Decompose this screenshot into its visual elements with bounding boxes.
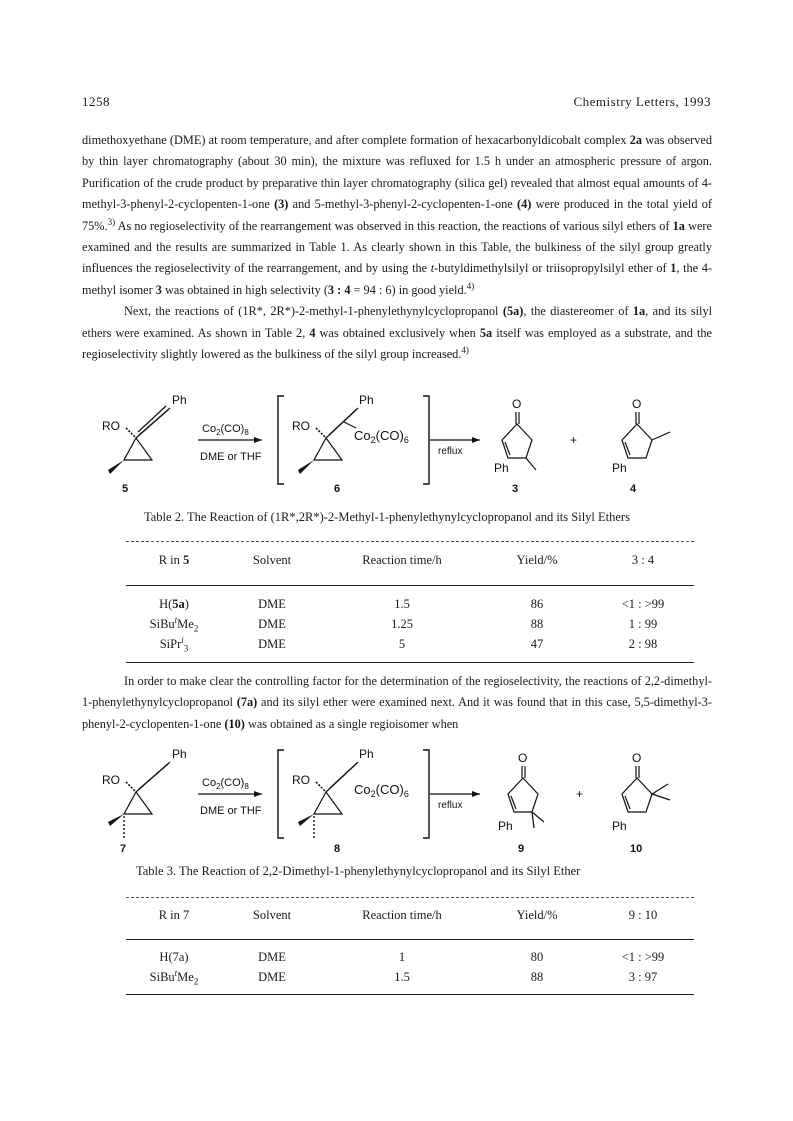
o-label-3: O — [512, 397, 522, 411]
cell-ratio: 3 : 97 — [628, 969, 658, 984]
reflux-2: reflux — [438, 800, 463, 811]
label-8: 8 — [334, 843, 341, 855]
header-ratio: 3 : 4 — [631, 552, 655, 567]
table-3-top-rule — [126, 897, 694, 898]
conditions-1: DME or THF — [200, 451, 262, 463]
p1-text-8: , the 4-methyl isomer — [82, 261, 712, 297]
table-3-header-row — [126, 905, 694, 925]
compound-ref-5a: (5a) — [502, 304, 524, 319]
product-9-structure — [498, 751, 544, 855]
cell-time: 1.25 — [391, 616, 413, 631]
reflux-1: reflux — [438, 446, 463, 457]
co2co6-label-1: $Co_2(CO)_6$ — [354, 428, 409, 445]
reaction-scheme-2 — [82, 742, 712, 858]
table-2-caption: Table 2. The Reaction of (1R*,2R*)-2-Methyl-1-phenylethynylcyclopropanol and its Silyl Ethers — [144, 510, 630, 524]
header-solvent: Solvent — [252, 907, 292, 922]
cell-r: $SiBu^tMe_2$ — [149, 967, 199, 986]
cell-yield: 88 — [530, 616, 544, 631]
p1-text-3: and 5-methyl-3-phenyl-2-cyclopenten-1-one — [288, 197, 517, 212]
table-2 — [126, 550, 694, 654]
header-r: R in 5 — [158, 552, 190, 567]
ro-label-5: RO — [102, 419, 120, 433]
table-row — [126, 594, 694, 614]
label-9: 9 — [518, 843, 525, 855]
arrow-1 — [198, 423, 262, 463]
compound-5-structure — [102, 393, 187, 495]
p3-text-c: was obtained as a single regioisomer when — [244, 716, 459, 731]
cell-r: $SiBu^tMe_2$ — [149, 614, 199, 633]
cell-solvent: DME — [258, 596, 286, 611]
header-time: Reaction time/h — [362, 552, 442, 567]
body-paragraphs — [82, 130, 712, 365]
p2-text-e: itself was employed as a substrate, and the regioselectivity slightly lowered as the bulkiness of the silyl group increased. — [82, 325, 712, 362]
header-ratio: 9 : 10 — [628, 907, 658, 922]
header-r: R in 7 — [158, 907, 190, 922]
ro-label-6: RO — [292, 419, 310, 433]
scheme-1-drawing — [82, 388, 712, 500]
paragraph-3 — [82, 671, 712, 735]
cell-time: 1.5 — [394, 596, 410, 611]
arrow-4 — [430, 791, 480, 811]
table-3-mid-rule — [126, 939, 694, 940]
paragraph-1 — [82, 130, 712, 301]
header-yield: Yield/% — [516, 907, 558, 922]
cell-time: 1.5 — [394, 969, 410, 984]
compound-7-structure — [102, 747, 187, 855]
table-2-header-row — [126, 550, 694, 570]
cell-r: H(7a) — [159, 949, 189, 964]
reference-4-2: 4) — [461, 344, 469, 355]
header-time: Reaction time/h — [362, 907, 442, 922]
p1-text-9: was obtained in high selectivity ( — [161, 282, 328, 297]
ph-label-10: Ph — [612, 819, 627, 833]
ro-label-8: RO — [292, 773, 310, 787]
cell-ratio: <1 : >99 — [621, 596, 665, 611]
header-yield: Yield/% — [516, 552, 558, 567]
reference-4: 4) — [466, 280, 475, 291]
cell-yield: 86 — [530, 596, 544, 611]
reagent-co2co8-2: $Co_2(CO)_8$ — [202, 777, 249, 791]
cell-ratio: <1 : >99 — [621, 949, 665, 964]
journal-header: Chemistry Letters, 1993 — [573, 94, 711, 109]
compound-ref-4-2: 4 — [309, 325, 316, 340]
label-10: 10 — [630, 843, 643, 855]
p1-text-6: were examined and the results are summarized in Table 1. As clearly shown in this Table, the bulkiness of the silyl group greatly influences the regioselectivity of the rearrangement, and by using the — [82, 218, 712, 276]
cell-ratio: 2 : 98 — [628, 636, 658, 651]
reaction-scheme-1 — [82, 388, 712, 500]
table-row — [126, 967, 694, 987]
compound-ref-2a: 2a — [629, 133, 643, 147]
table-row — [126, 614, 694, 634]
cell-yield: 80 — [530, 949, 544, 964]
p1-text-5: As no regioselectivity of the rearrangement was observed in this reaction, the reactions of various silyl ethers of — [115, 218, 673, 233]
label-7: 7 — [120, 843, 127, 855]
table-row — [126, 634, 694, 654]
cell-solvent: DME — [258, 636, 286, 651]
ro-label-7: RO — [102, 773, 120, 787]
page-number: 1258 — [82, 94, 110, 109]
cell-yield: 88 — [530, 969, 544, 984]
compound-ref-4: (4) — [516, 197, 532, 212]
p3-text-a: In order to make clear the controlling factor for the determination of the regioselectivity, the reactions of 2,2-dimethyl-1-phenylethynylcyclopropanol — [82, 674, 712, 710]
ph-label-3: Ph — [494, 461, 509, 475]
product-10-structure — [612, 751, 670, 855]
ph-label-6: Ph — [359, 393, 374, 407]
arrow-2 — [430, 437, 480, 457]
cell-solvent: DME — [258, 969, 286, 984]
table-3-bottom-rule — [126, 994, 694, 995]
plus-sign-1: + — [570, 433, 578, 447]
p1-text-7: -butyldimethylsilyl or triisopropylsilyl ether of — [434, 261, 671, 276]
compound-ref-1: 1 — [670, 261, 677, 276]
cell-yield: 47 — [530, 636, 544, 651]
p1-text-1: dimethoxyethane (DME) at room temperature, and after complete formation of hexacarbonyldicobalt complex — [82, 133, 630, 147]
co2co6-label-2: $Co_2(CO)_6$ — [354, 782, 409, 799]
cell-solvent: DME — [258, 616, 286, 631]
p2-text-c: , and its silyl ethers were examined. As shown in Table 2, — [82, 304, 713, 340]
compound-ref-10: (10) — [224, 716, 245, 731]
compound-ref-3b: 3 — [155, 282, 162, 297]
p2-text-a: Next, the reactions of (1R*, 2R*)-2-methyl-1-phenylethynylcyclopropanol — [124, 304, 503, 319]
compound-ref-1a-2: 1a — [632, 304, 646, 319]
paragraph-2 — [82, 301, 712, 365]
table-2-bottom-rule — [126, 662, 694, 663]
ratio-3-4: 3 : 4 — [327, 282, 351, 297]
p1-text-2: was observed by thin layer chromatography (about 30 min), the mixture was refluxed for 1.5 h under an atmospheric pressure of argon. Purification of the crude product by preparative thin layer chromatography (silica gel) revealed that almost equal amounts of 4-methyl-3-phenyl-2-cyclopenten-1-one — [82, 133, 713, 212]
cell-solvent: DME — [258, 949, 286, 964]
intermediate-8-structure — [278, 747, 429, 855]
paragraph-3-block — [82, 671, 712, 735]
table-3-caption: Table 3. The Reaction of 2,2-Dimethyl-1-phenylethynylcyclopropanol and its Silyl Ether — [136, 864, 581, 878]
ph-label-8: Ph — [359, 747, 374, 761]
header-solvent: Solvent — [252, 552, 292, 567]
label-6: 6 — [334, 483, 341, 495]
table-row — [126, 947, 694, 967]
cell-time: 5 — [398, 636, 406, 651]
intermediate-6-structure — [278, 393, 429, 495]
reference-3: 3) — [107, 216, 116, 227]
label-4: 4 — [630, 483, 637, 495]
p1-text-10: = 94 : 6) in good yield. — [350, 282, 467, 297]
label-5: 5 — [122, 483, 129, 495]
plus-sign-2: + — [576, 787, 584, 801]
cell-time: 1 — [398, 949, 406, 964]
compound-ref-5a-2: 5a — [479, 325, 493, 340]
arrow-3 — [198, 777, 262, 817]
ph-label-5: Ph — [172, 393, 187, 407]
ph-label-9: Ph — [498, 819, 513, 833]
product-3-structure — [494, 397, 536, 495]
p1-text-4: were produced in the total yield of 75%. — [82, 197, 712, 233]
label-3: 3 — [512, 483, 519, 495]
p3-text-b: and its silyl ether were examined next. And it was found that in this case, 5,5-dimethyl-3-phenyl-2-cyclopenten-1-one — [82, 695, 712, 731]
conditions-2: DME or THF — [200, 805, 262, 817]
table-2-mid-rule — [126, 585, 694, 586]
reagent-co2co8: $Co_2(CO)_8$ — [202, 423, 249, 437]
o-label-4: O — [632, 397, 642, 411]
cell-r: H(5a) — [159, 596, 189, 611]
compound-ref-7a: (7a) — [236, 695, 258, 710]
table-2-top-rule — [126, 541, 694, 542]
product-4-structure — [612, 397, 670, 495]
o-label-9: O — [518, 751, 528, 765]
o-label-10: O — [632, 751, 642, 765]
table-3 — [126, 905, 694, 987]
compound-ref-1a: 1a — [672, 218, 685, 233]
ph-label-7: Ph — [172, 747, 187, 761]
cell-ratio: 1 : 99 — [628, 616, 658, 631]
p2-text-d: was obtained exclusively when — [315, 325, 480, 340]
italic-t: t — [430, 261, 435, 276]
scheme-2-drawing — [82, 742, 712, 858]
cell-r: SiPr$^i_3$ — [159, 634, 189, 653]
ph-label-4: Ph — [612, 461, 627, 475]
compound-ref-3: (3) — [274, 197, 289, 212]
p2-text-b: , the diastereomer of — [523, 304, 633, 319]
